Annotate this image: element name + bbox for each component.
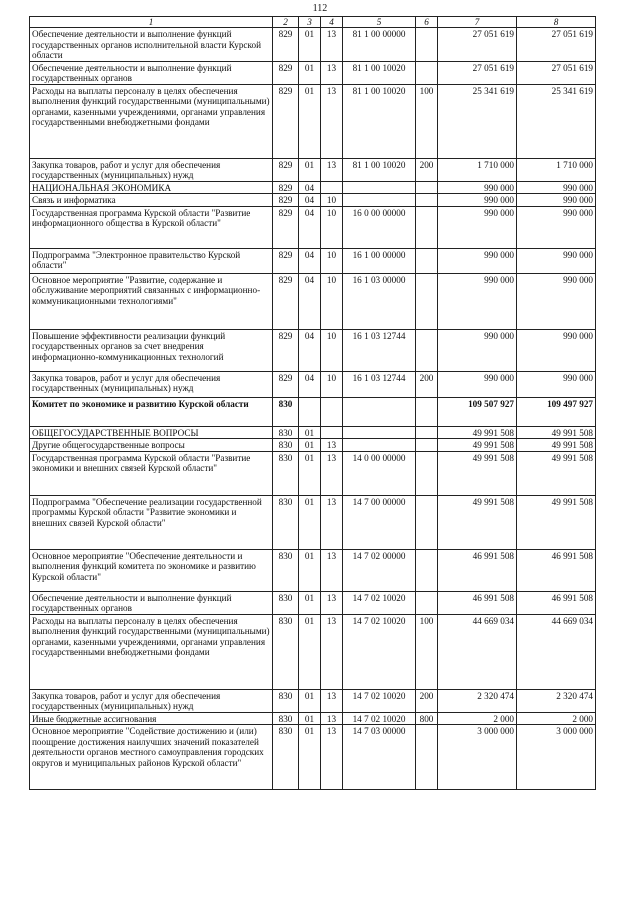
cell-rz: 01 [299,725,321,790]
cell-csr: 14 7 02 10020 [343,689,416,712]
cell-rz [299,397,321,426]
cell-sum-8: 1 710 000 [517,158,596,181]
cell-sum-8: 990 000 [517,329,596,371]
table-row [30,451,596,495]
table-row [30,273,596,329]
cell-pr: 10 [321,273,343,329]
cell-sum-7: 1 710 000 [438,158,517,181]
cell-csr: 81 1 00 10020 [343,84,416,158]
cell-rz: 04 [299,248,321,273]
cell-ved: 830 [273,451,299,495]
cell-rz: 01 [299,451,321,495]
cell-ved: 830 [273,591,299,614]
cell-ved: 829 [273,28,299,62]
cell-sum-7: 27 051 619 [438,61,517,84]
cell-vr [416,206,438,248]
cell-csr: 16 1 03 12744 [343,371,416,397]
cell-ved: 829 [273,329,299,371]
cell-rz: 01 [299,158,321,181]
cell-ved: 829 [273,158,299,181]
cell-pr: 10 [321,329,343,371]
cell-sum-8: 2 000 [517,712,596,725]
cell-pr [321,426,343,439]
cell-pr [321,181,343,194]
cell-name: Государственная программа Курской области "Развитие экономики и внешних связей Курской области" [30,451,273,495]
cell-rz: 04 [299,206,321,248]
cell-ved: 830 [273,725,299,790]
header-cell: 5 [343,17,416,28]
cell-pr: 13 [321,689,343,712]
cell-pr: 13 [321,712,343,725]
cell-sum-8: 49 991 508 [517,495,596,549]
header-cell: 6 [416,17,438,28]
cell-sum-8: 990 000 [517,206,596,248]
cell-ved: 830 [273,495,299,549]
cell-vr: 200 [416,689,438,712]
table-header-row [30,17,596,28]
cell-sum-8: 44 669 034 [517,614,596,689]
cell-vr: 200 [416,158,438,181]
cell-vr [416,397,438,426]
cell-csr: 14 7 02 00000 [343,549,416,591]
cell-ved: 830 [273,439,299,452]
cell-rz: 04 [299,329,321,371]
cell-sum-7: 49 991 508 [438,439,517,452]
cell-pr: 13 [321,591,343,614]
cell-sum-7: 990 000 [438,329,517,371]
cell-rz: 01 [299,61,321,84]
cell-csr [343,439,416,452]
header-cell: 1 [30,17,273,28]
cell-sum-7: 25 341 619 [438,84,517,158]
table-row [30,725,596,790]
table-row [30,248,596,273]
cell-pr: 13 [321,614,343,689]
cell-name: Другие общегосударственные вопросы [30,439,273,452]
cell-ved: 830 [273,397,299,426]
cell-ved: 830 [273,712,299,725]
table-row [30,439,596,452]
cell-sum-8: 49 991 508 [517,439,596,452]
cell-csr: 14 0 00 00000 [343,451,416,495]
cell-pr: 10 [321,248,343,273]
cell-name: Закупка товаров, работ и услуг для обеспечения государственных (муниципальных) нужд [30,371,273,397]
table-row [30,181,596,194]
cell-csr: 81 1 00 10020 [343,158,416,181]
cell-pr: 13 [321,28,343,62]
cell-sum-8: 3 000 000 [517,725,596,790]
cell-vr: 800 [416,712,438,725]
cell-vr [416,28,438,62]
cell-sum-8: 990 000 [517,371,596,397]
cell-csr: 14 7 03 00000 [343,725,416,790]
cell-vr [416,426,438,439]
cell-pr: 10 [321,206,343,248]
table-row [30,194,596,207]
cell-sum-7: 990 000 [438,194,517,207]
cell-sum-7: 990 000 [438,206,517,248]
cell-sum-8: 27 051 619 [517,61,596,84]
cell-sum-7: 46 991 508 [438,549,517,591]
cell-rz: 01 [299,28,321,62]
cell-csr [343,426,416,439]
cell-name: Расходы на выплаты персоналу в целях обеспечения выполнения функций государственными (муниципальными) органами, казенными учреждениями, органами управления государственными внебюджетными фондами [30,614,273,689]
cell-sum-8: 46 991 508 [517,549,596,591]
table-row [30,28,596,62]
header-cell: 7 [438,17,517,28]
cell-pr: 10 [321,194,343,207]
cell-pr [321,397,343,426]
cell-rz: 04 [299,273,321,329]
cell-sum-7: 49 991 508 [438,451,517,495]
table-row [30,426,596,439]
cell-name: Государственная программа Курской области "Развитие информационного общества в Курской области" [30,206,273,248]
cell-vr [416,451,438,495]
cell-name: ОБЩЕГОСУДАРСТВЕННЫЕ ВОПРОСЫ [30,426,273,439]
cell-name: Основное мероприятие "Обеспечение деятельности и выполнения функций комитета по экономике и развитию Курской области" [30,549,273,591]
cell-ved: 829 [273,194,299,207]
cell-vr: 100 [416,614,438,689]
header-cell: 4 [321,17,343,28]
cell-rz: 01 [299,84,321,158]
cell-rz: 01 [299,591,321,614]
cell-vr [416,495,438,549]
cell-ved: 829 [273,84,299,158]
cell-csr: 16 1 03 00000 [343,273,416,329]
cell-ved: 829 [273,206,299,248]
cell-sum-7: 44 669 034 [438,614,517,689]
cell-sum-7: 2 000 [438,712,517,725]
table-row [30,549,596,591]
cell-vr [416,439,438,452]
cell-vr: 100 [416,84,438,158]
table-row [30,689,596,712]
cell-vr [416,181,438,194]
cell-name: Закупка товаров, работ и услуг для обеспечения государственных (муниципальных) нужд [30,689,273,712]
cell-pr: 13 [321,495,343,549]
cell-sum-7: 990 000 [438,273,517,329]
cell-rz: 04 [299,181,321,194]
table-row [30,591,596,614]
cell-vr [416,329,438,371]
cell-sum-8: 25 341 619 [517,84,596,158]
cell-name: Иные бюджетные ассигнования [30,712,273,725]
cell-pr: 13 [321,451,343,495]
cell-sum-7: 990 000 [438,181,517,194]
table-row [30,206,596,248]
table-row [30,712,596,725]
table-row [30,495,596,549]
cell-rz: 04 [299,194,321,207]
cell-sum-7: 27 051 619 [438,28,517,62]
cell-name: Повышение эффективности реализации функций государственных органов за счет внедрения информационно-коммуникационных технологий [30,329,273,371]
cell-csr: 14 7 02 10020 [343,591,416,614]
cell-ved: 829 [273,61,299,84]
cell-name: Обеспечение деятельности и выполнение функций государственных органов исполнительной власти Курской области [30,28,273,62]
cell-ved: 829 [273,273,299,329]
cell-sum-7: 49 991 508 [438,426,517,439]
cell-vr [416,725,438,790]
cell-csr: 16 1 00 00000 [343,248,416,273]
cell-sum-7: 46 991 508 [438,591,517,614]
cell-ved: 829 [273,248,299,273]
cell-name: Подпрограмма "Электронное правительство Курской области" [30,248,273,273]
table-row [30,329,596,371]
cell-sum-7: 2 320 474 [438,689,517,712]
cell-vr [416,549,438,591]
cell-sum-8: 49 991 508 [517,426,596,439]
cell-csr: 16 1 03 12744 [343,329,416,371]
cell-csr [343,181,416,194]
cell-ved: 830 [273,426,299,439]
cell-sum-8: 990 000 [517,248,596,273]
header-cell: 3 [299,17,321,28]
table-row [30,614,596,689]
cell-csr: 14 7 02 10020 [343,614,416,689]
cell-csr: 81 1 00 10020 [343,61,416,84]
cell-pr: 13 [321,725,343,790]
cell-name: Закупка товаров, работ и услуг для обеспечения государственных (муниципальных) нужд [30,158,273,181]
cell-sum-8: 990 000 [517,273,596,329]
cell-pr: 13 [321,61,343,84]
header-cell: 8 [517,17,596,28]
page-number: 112 [312,3,328,14]
cell-name: Расходы на выплаты персоналу в целях обеспечения выполнения функций государственными (муниципальными) органами, казенными учреждениями, органами управления государственными внебюджетными фондами [30,84,273,158]
cell-csr: 14 7 02 10020 [343,712,416,725]
cell-csr: 14 7 00 00000 [343,495,416,549]
table-row [30,397,596,426]
cell-name: Обеспечение деятельности и выполнение функций государственных органов [30,591,273,614]
cell-rz: 01 [299,495,321,549]
cell-rz: 04 [299,371,321,397]
cell-name: Основное мероприятие "Развитие, содержание и обслуживание мероприятий связанных с информационно-коммуникационными технологиями" [30,273,273,329]
cell-pr: 13 [321,158,343,181]
cell-csr [343,194,416,207]
cell-sum-7: 109 507 927 [438,397,517,426]
cell-vr [416,248,438,273]
table-row [30,158,596,181]
cell-vr [416,194,438,207]
header-cell: 2 [273,17,299,28]
cell-sum-7: 49 991 508 [438,495,517,549]
budget-table [29,16,596,790]
cell-sum-7: 3 000 000 [438,725,517,790]
cell-rz: 01 [299,712,321,725]
cell-ved: 829 [273,181,299,194]
table-row [30,84,596,158]
cell-ved: 830 [273,549,299,591]
cell-rz: 01 [299,439,321,452]
cell-csr: 81 1 00 00000 [343,28,416,62]
cell-ved: 830 [273,614,299,689]
cell-vr: 200 [416,371,438,397]
cell-rz: 01 [299,689,321,712]
cell-sum-7: 990 000 [438,248,517,273]
cell-sum-8: 109 497 927 [517,397,596,426]
cell-name: Обеспечение деятельности и выполнение функций государственных органов [30,61,273,84]
cell-sum-8: 2 320 474 [517,689,596,712]
cell-csr: 16 0 00 00000 [343,206,416,248]
cell-csr [343,397,416,426]
cell-pr: 13 [321,549,343,591]
cell-ved: 830 [273,689,299,712]
cell-sum-8: 46 991 508 [517,591,596,614]
cell-rz: 01 [299,426,321,439]
cell-name: Основное мероприятие "Содействие достижению и (или) поощрение достижения наилучших значений показателей деятельности органов местного самоуправления городских округов и муниципальных районов Курской области" [30,725,273,790]
cell-pr: 13 [321,439,343,452]
cell-rz: 01 [299,614,321,689]
cell-pr: 10 [321,371,343,397]
cell-name: Связь и информатика [30,194,273,207]
table-row [30,371,596,397]
cell-sum-8: 990 000 [517,194,596,207]
cell-vr [416,61,438,84]
cell-sum-7: 990 000 [438,371,517,397]
cell-pr: 13 [321,84,343,158]
cell-name: Подпрограмма "Обеспечение реализации государственной программы Курской области "Развитие экономики и внешних связей Курской области" [30,495,273,549]
cell-sum-8: 990 000 [517,181,596,194]
cell-sum-8: 49 991 508 [517,451,596,495]
cell-sum-8: 27 051 619 [517,28,596,62]
cell-ved: 829 [273,371,299,397]
cell-name: НАЦИОНАЛЬНАЯ ЭКОНОМИКА [30,181,273,194]
cell-rz: 01 [299,549,321,591]
cell-vr [416,273,438,329]
table-row [30,61,596,84]
cell-vr [416,591,438,614]
cell-name: Комитет по экономике и развитию Курской области [30,397,273,426]
